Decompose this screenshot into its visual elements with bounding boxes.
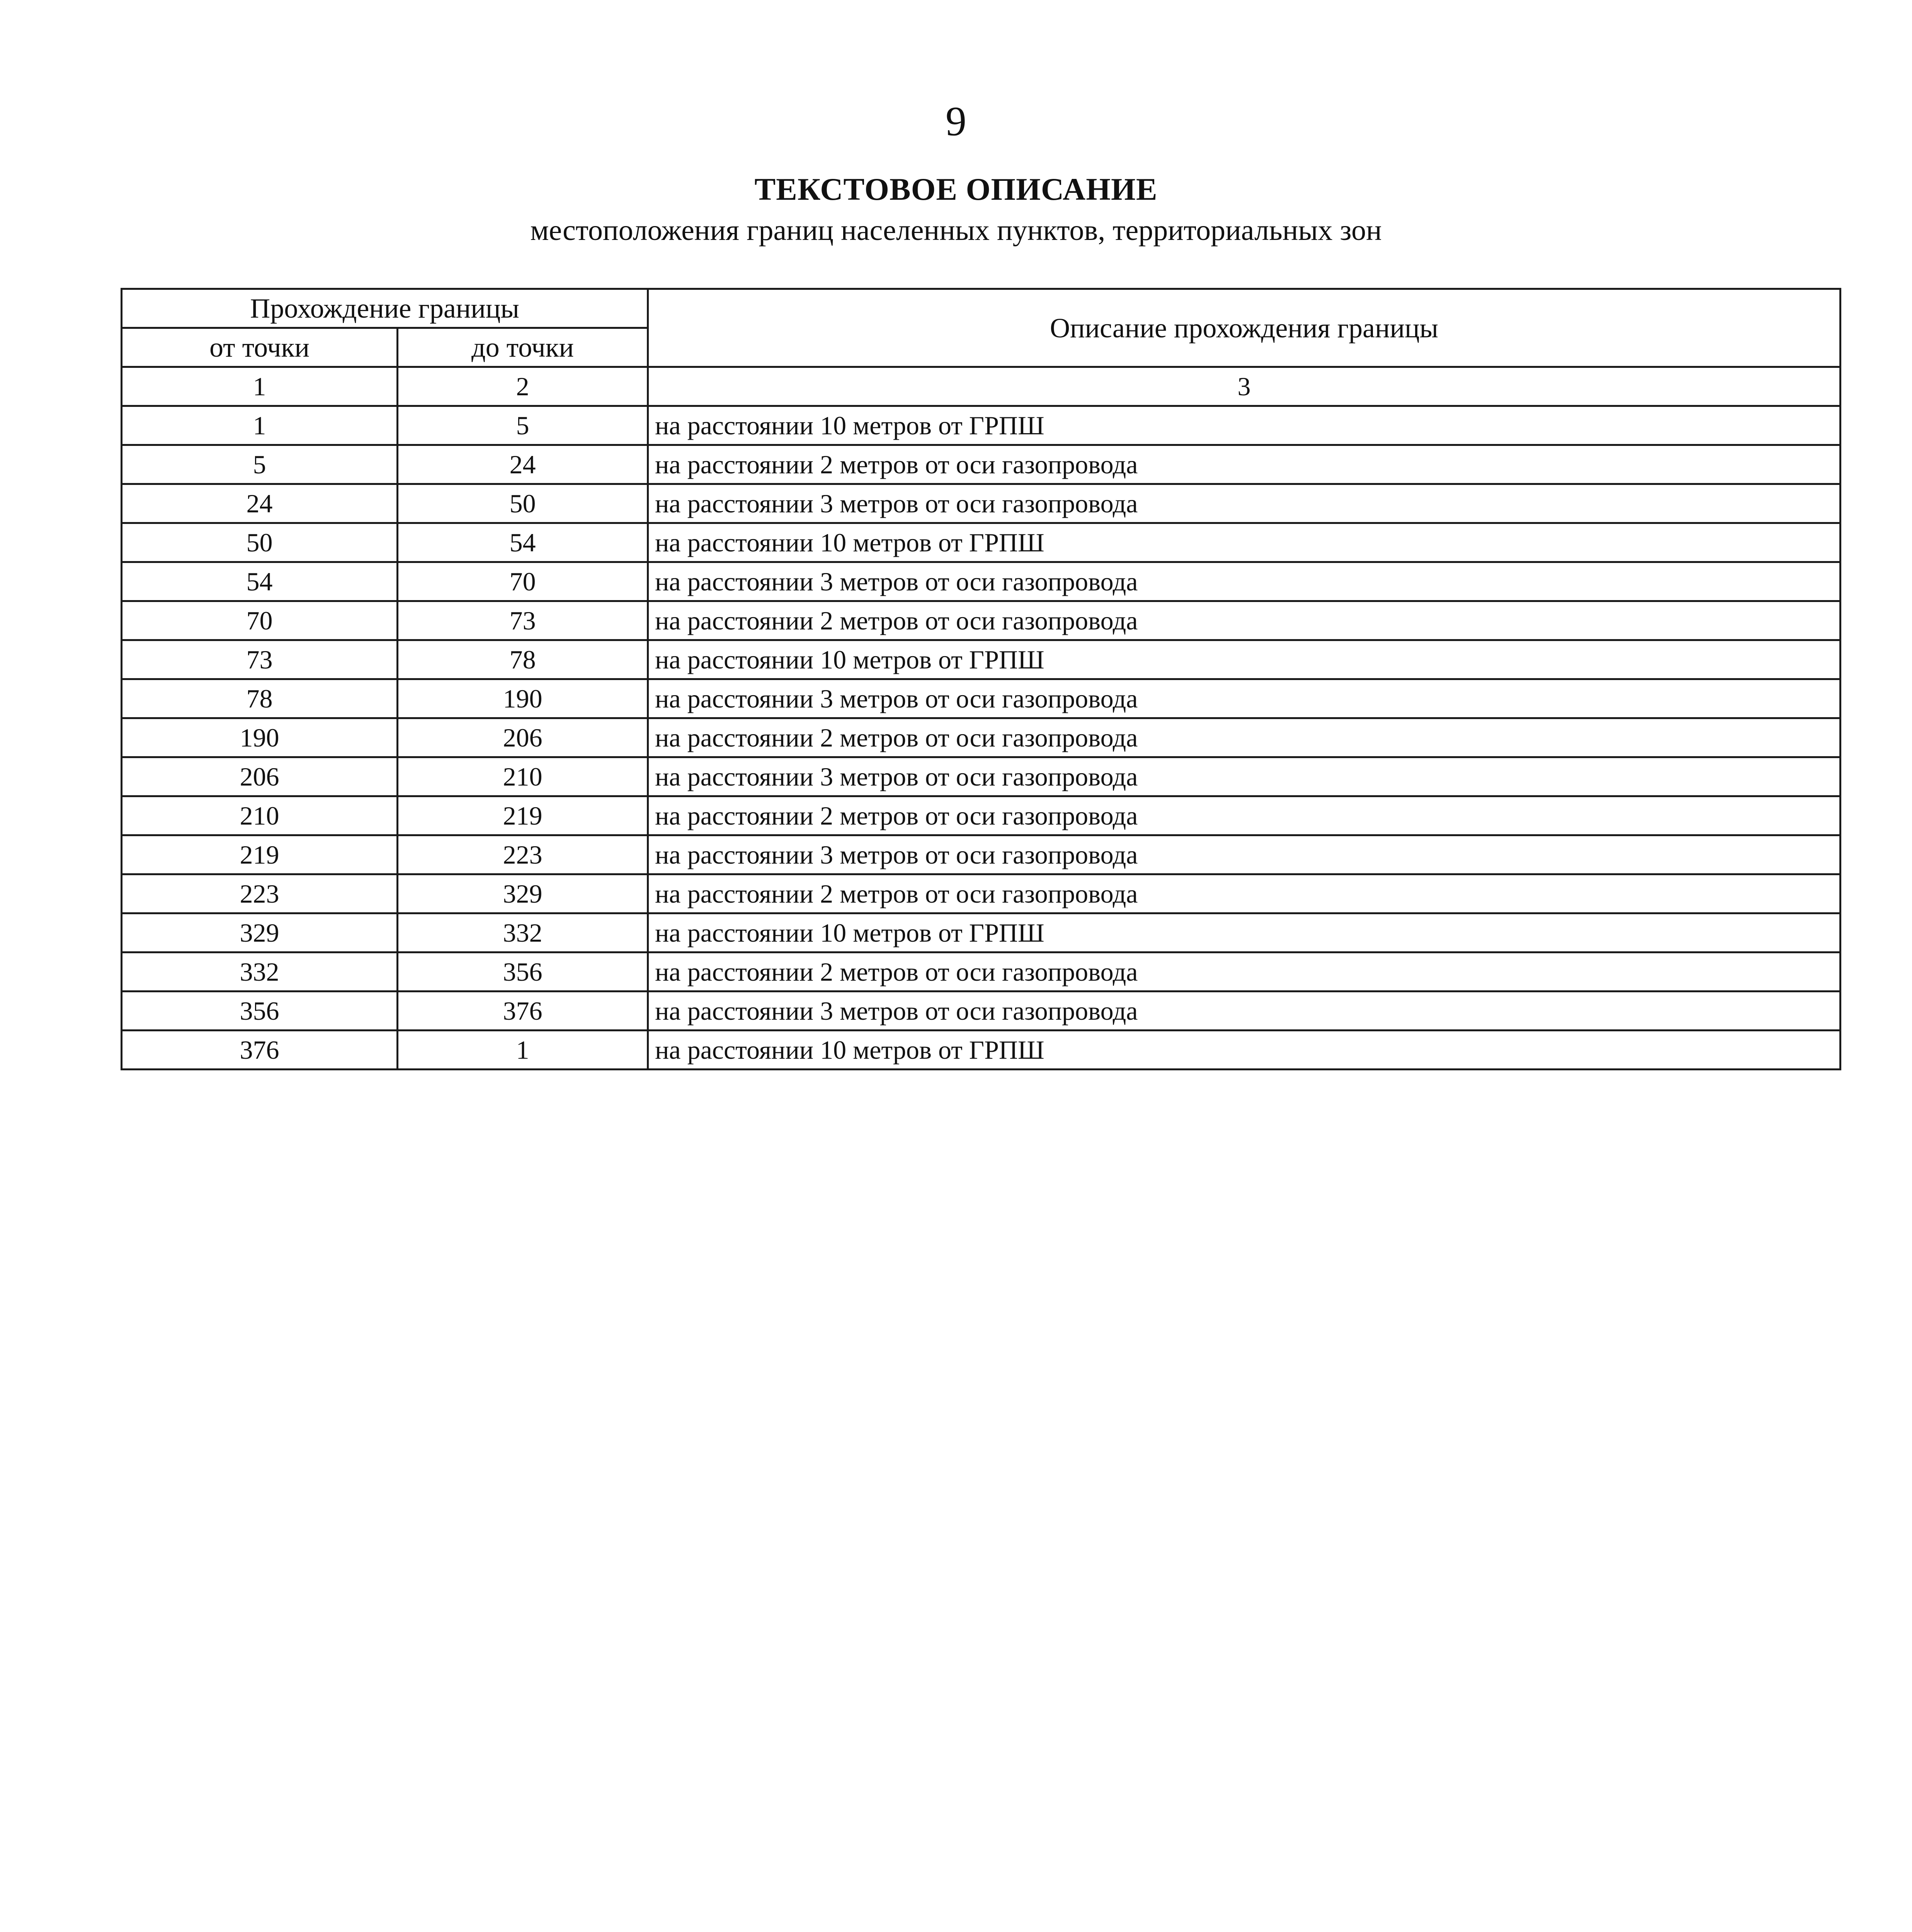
- header-row-group: [122, 289, 1841, 328]
- cell-description: на расстоянии 3 метров от оси газопровода: [648, 484, 1841, 523]
- cell-to-point: 356: [398, 952, 648, 992]
- cell-to-point: 206: [398, 718, 648, 757]
- cell-description: на расстоянии 10 метров от ГРПШ: [648, 406, 1841, 445]
- cell-description: на расстоянии 2 метров от оси газопровода: [648, 445, 1841, 484]
- cell-from-point: 50: [122, 523, 398, 562]
- page-number: 9: [946, 99, 966, 145]
- table-row: [122, 679, 1841, 718]
- column-number-1: 1: [122, 367, 398, 406]
- document-title: ТЕКСТОВОЕ ОПИСАНИЕ: [754, 172, 1158, 207]
- cell-to-point: 70: [398, 562, 648, 601]
- table-row: [122, 796, 1841, 835]
- cell-from-point: 332: [122, 952, 398, 992]
- cell-to-point: 73: [398, 601, 648, 640]
- cell-description: на расстоянии 10 метров от ГРПШ: [648, 913, 1841, 952]
- boundary-table: [121, 288, 1841, 1070]
- cell-description: на расстоянии 3 метров от оси газопровода: [648, 757, 1841, 796]
- header-from-point: от точки: [122, 328, 398, 367]
- table-row: [122, 562, 1841, 601]
- cell-to-point: 1: [398, 1031, 648, 1070]
- cell-from-point: 70: [122, 601, 398, 640]
- cell-from-point: 219: [122, 835, 398, 874]
- cell-from-point: 376: [122, 1031, 398, 1070]
- cell-to-point: 223: [398, 835, 648, 874]
- cell-description: на расстоянии 10 метров от ГРПШ: [648, 1031, 1841, 1070]
- cell-from-point: 356: [122, 992, 398, 1031]
- table-row: [122, 523, 1841, 562]
- document-subtitle: местоположения границ населенных пунктов, территориальных зон: [530, 214, 1382, 247]
- cell-from-point: 206: [122, 757, 398, 796]
- cell-description: на расстоянии 3 метров от оси газопровода: [648, 835, 1841, 874]
- cell-description: на расстоянии 3 метров от оси газопровода: [648, 679, 1841, 718]
- cell-to-point: 5: [398, 406, 648, 445]
- cell-description: на расстоянии 10 метров от ГРПШ: [648, 640, 1841, 679]
- cell-to-point: 210: [398, 757, 648, 796]
- cell-description: на расстоянии 10 метров от ГРПШ: [648, 523, 1841, 562]
- header-to-point: до точки: [398, 328, 648, 367]
- cell-from-point: 1: [122, 406, 398, 445]
- table-row: [122, 484, 1841, 523]
- cell-to-point: 219: [398, 796, 648, 835]
- table-row: [122, 406, 1841, 445]
- table-row: [122, 718, 1841, 757]
- table-row: [122, 874, 1841, 913]
- cell-from-point: 329: [122, 913, 398, 952]
- column-number-2: 2: [398, 367, 648, 406]
- cell-to-point: 190: [398, 679, 648, 718]
- cell-description: на расстоянии 2 метров от оси газопровода: [648, 601, 1841, 640]
- table-row: [122, 992, 1841, 1031]
- cell-description: на расстоянии 3 метров от оси газопровода: [648, 562, 1841, 601]
- table-row: [122, 640, 1841, 679]
- table-row: [122, 1031, 1841, 1070]
- table-row: [122, 952, 1841, 992]
- cell-description: на расстоянии 2 метров от оси газопровода: [648, 718, 1841, 757]
- cell-from-point: 54: [122, 562, 398, 601]
- cell-to-point: 50: [398, 484, 648, 523]
- cell-to-point: 329: [398, 874, 648, 913]
- cell-from-point: 78: [122, 679, 398, 718]
- cell-from-point: 210: [122, 796, 398, 835]
- table-row: [122, 835, 1841, 874]
- cell-from-point: 223: [122, 874, 398, 913]
- column-number-3: 3: [648, 367, 1841, 406]
- column-number-row: [122, 367, 1841, 406]
- table-row: [122, 601, 1841, 640]
- cell-description: на расстоянии 3 метров от оси газопровода: [648, 992, 1841, 1031]
- cell-to-point: 24: [398, 445, 648, 484]
- cell-from-point: 5: [122, 445, 398, 484]
- cell-description: на расстоянии 2 метров от оси газопровода: [648, 874, 1841, 913]
- table-row: [122, 913, 1841, 952]
- cell-from-point: 190: [122, 718, 398, 757]
- cell-to-point: 332: [398, 913, 648, 952]
- cell-to-point: 376: [398, 992, 648, 1031]
- cell-to-point: 54: [398, 523, 648, 562]
- header-boundary-passage: Прохождение границы: [122, 289, 648, 328]
- table-row: [122, 757, 1841, 796]
- table-row: [122, 445, 1841, 484]
- cell-description: на расстоянии 2 метров от оси газопровода: [648, 796, 1841, 835]
- cell-from-point: 73: [122, 640, 398, 679]
- header-description: Описание прохождения границы: [648, 289, 1841, 367]
- cell-description: на расстоянии 2 метров от оси газопровода: [648, 952, 1841, 992]
- cell-from-point: 24: [122, 484, 398, 523]
- table-body: [122, 289, 1841, 1070]
- cell-to-point: 78: [398, 640, 648, 679]
